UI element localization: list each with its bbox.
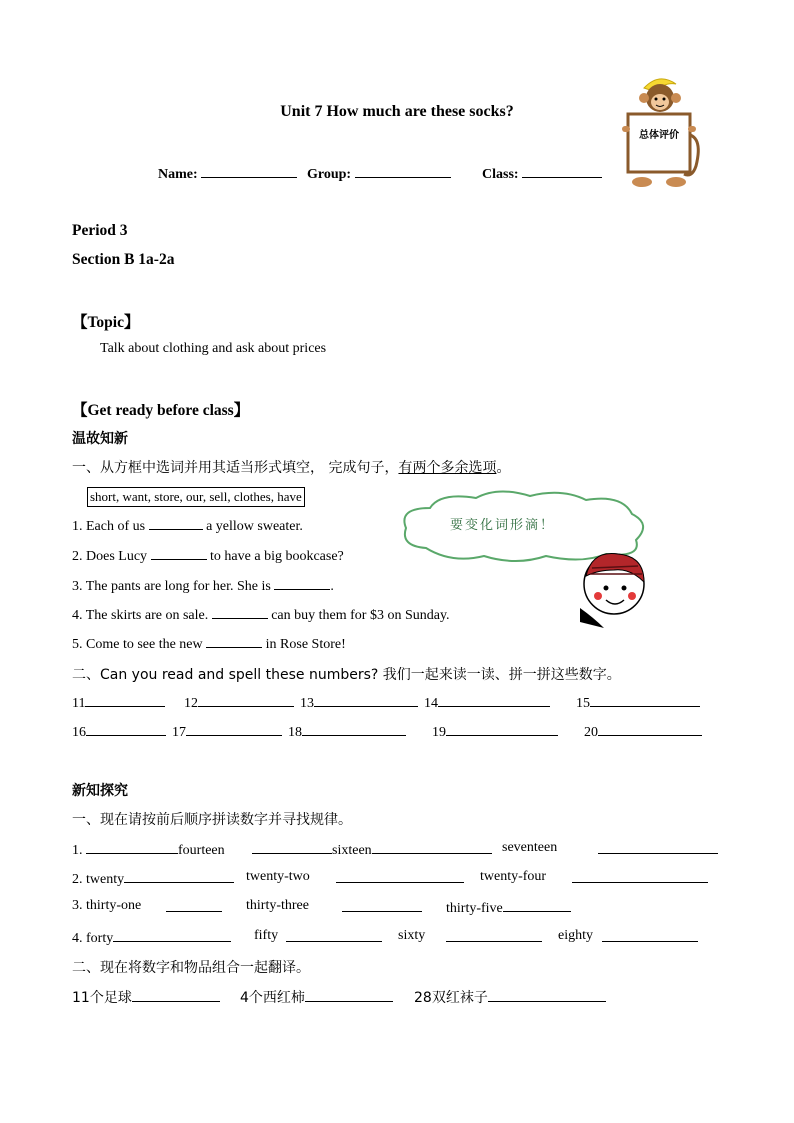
number-12: 12 xyxy=(184,693,294,712)
sentence-3: 3. The pants are long for her. She is . xyxy=(72,576,334,595)
number-11: 11 xyxy=(72,693,165,712)
topic-heading: 【Topic】 xyxy=(72,314,140,331)
badge-label: 总体评价 xyxy=(639,130,679,141)
review-title: 温故知新 xyxy=(72,431,128,447)
word-box: short, want, store, our, sell, clothes, have xyxy=(87,487,305,507)
group-field[interactable]: Group: xyxy=(307,164,451,183)
blank[interactable] xyxy=(602,928,698,942)
blank[interactable] xyxy=(446,928,542,942)
number-20: 20 xyxy=(584,722,702,741)
sentence-1: 1. Each of us a yellow sweater. xyxy=(72,516,303,535)
period-heading: Period 3 xyxy=(72,222,128,239)
translate-item-2: 4个西红柿 xyxy=(240,987,393,1007)
number-14: 14 xyxy=(424,693,550,712)
sentence-2: 2. Does Lucy to have a big bookcase? xyxy=(72,546,344,565)
blank[interactable] xyxy=(286,928,382,942)
sequence-row-2: 2. twenty xyxy=(72,869,234,888)
name-field[interactable]: Name: xyxy=(158,164,297,183)
blank[interactable] xyxy=(342,898,422,912)
translate-item-3: 28双红袜子 xyxy=(414,987,606,1007)
sequence-row-1c: seventeen xyxy=(502,840,558,855)
sentence-5: 5. Come to see the new in Rose Store! xyxy=(72,634,346,653)
number-15: 15 xyxy=(576,693,700,712)
nk-part2-instruction: 二、现在将数字和物品组合一起翻译。 xyxy=(72,960,310,976)
section-heading: Section B 1a-2a xyxy=(72,251,175,268)
page-title: Unit 7 How much are these socks? xyxy=(280,103,514,120)
part2-instruction: 二、Can you read and spell these numbers? 我们一起来读一读、拼一拼这些数字。 xyxy=(72,667,621,683)
new-knowledge-title: 新知探究 xyxy=(72,783,128,799)
sequence-row-1: 1. fourteen xyxy=(72,840,225,859)
blank[interactable] xyxy=(572,869,708,883)
class-field[interactable]: Class: xyxy=(482,164,602,183)
cloud-text: 要变化词形滴！ xyxy=(450,518,556,533)
part1-instruction: 一、从方框中选词并用其适当形式填空， 完成句子，有两个多余选项。 xyxy=(72,460,511,476)
blank[interactable] xyxy=(206,634,262,648)
sequence-row-3: 3. thirty-one xyxy=(72,898,142,913)
sequence-row-4: 4. forty xyxy=(72,928,231,947)
sentence-4: 4. The skirts are on sale. can buy them for $3 on Sunday. xyxy=(72,605,450,624)
blank[interactable] xyxy=(336,869,464,883)
number-16: 16 xyxy=(72,722,166,741)
blank[interactable] xyxy=(166,898,222,912)
blank[interactable] xyxy=(151,546,207,560)
translate-item-1: 11个足球 xyxy=(72,987,220,1007)
blank[interactable] xyxy=(149,516,203,530)
number-18: 18 xyxy=(288,722,406,741)
blank[interactable] xyxy=(274,576,330,590)
nk-part1-instruction: 一、现在请按前后顺序拼读数字并寻找规律。 xyxy=(72,812,352,828)
number-17: 17 xyxy=(172,722,282,741)
sequence-row-1b: sixteen xyxy=(252,840,492,859)
topic-text: Talk about clothing and ask about prices xyxy=(100,341,327,356)
number-19: 19 xyxy=(432,722,558,741)
blank[interactable] xyxy=(212,605,268,619)
number-13: 13 xyxy=(300,693,418,712)
cartoon-face-icon xyxy=(574,548,648,632)
blank[interactable] xyxy=(598,840,718,854)
get-ready-heading: 【Get ready before class】 xyxy=(72,402,250,419)
